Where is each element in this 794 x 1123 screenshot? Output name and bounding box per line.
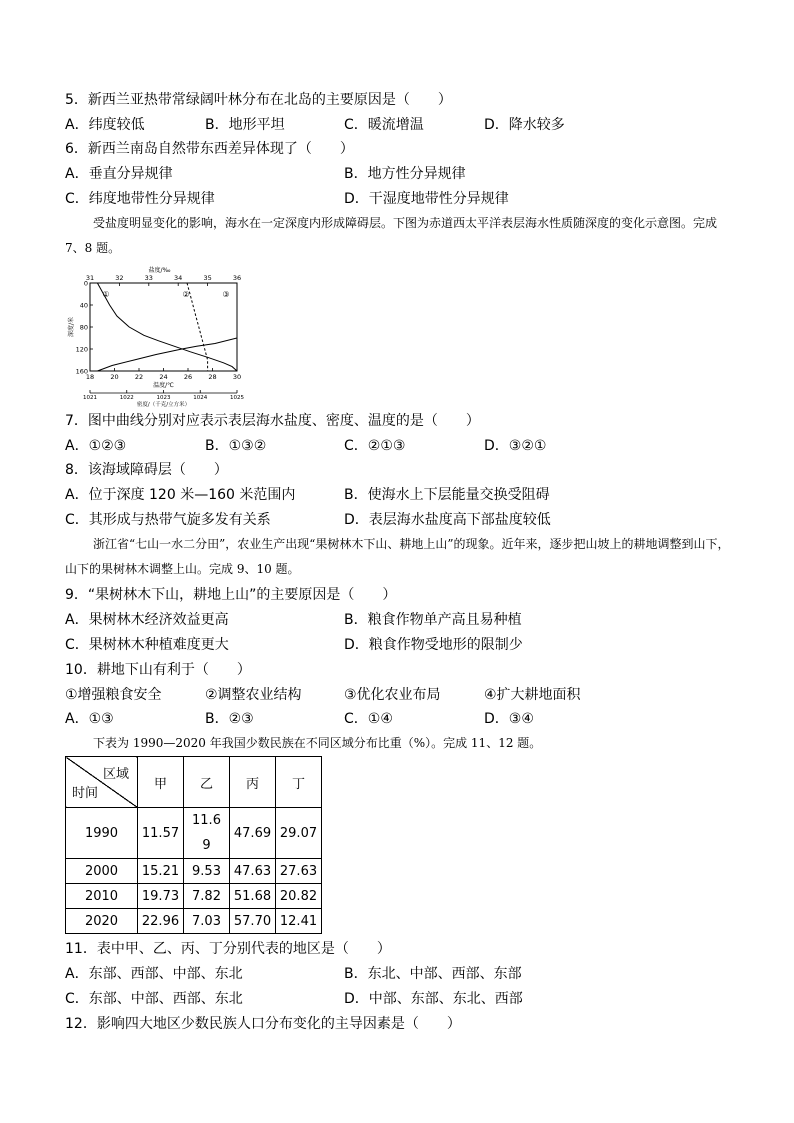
q11-option-a[interactable]: A．东部、西部、中部、东北 xyxy=(65,966,243,982)
value-cell: 29.07 xyxy=(276,808,322,859)
passage-7-8: 受盐度明显变化的影响，海水在一定深度内形成障碍层。下图为赤道西太平洋表层海水性质随深度的变化示意图。完成 7、8 题。 xyxy=(65,216,718,255)
q9-option-d[interactable]: D．粮食作物受地形的限制少 xyxy=(344,637,523,653)
depth-axis-title: 深度/米 xyxy=(68,316,75,338)
q7-option-d[interactable]: D．③②① xyxy=(484,438,547,454)
minority-distribution-table xyxy=(65,756,322,934)
temperature-tick-label: 20 xyxy=(110,373,119,381)
year-cell: 1990 xyxy=(66,808,138,859)
question-12-stem: 12．影响四大地区少数民族人口分布变化的主导因素是（ ） xyxy=(65,1016,461,1032)
depth-tick-label: 80 xyxy=(79,323,88,332)
density-tick-label: 1022 xyxy=(119,395,134,401)
year-cell: 2010 xyxy=(66,884,138,909)
table-row xyxy=(66,909,322,934)
q10-item-3: ③优化农业布局 xyxy=(344,687,441,703)
value-cell: 11.57 xyxy=(138,808,184,859)
value-cell: 11.69 xyxy=(184,808,230,859)
depth-tick-label: 0 xyxy=(83,279,88,288)
value-cell: 27.63 xyxy=(276,859,322,884)
temperature-tick-label: 24 xyxy=(159,373,168,381)
year-cell: 2020 xyxy=(66,909,138,934)
value-cell: 22.96 xyxy=(138,909,184,934)
q8-option-a[interactable]: A．位于深度 120 米—160 米范围内 xyxy=(65,487,296,503)
salinity-curve xyxy=(187,283,208,371)
q9-option-b[interactable]: B．粮食作物单产高且易种植 xyxy=(344,612,522,628)
q5-option-c[interactable]: C．暖流增温 xyxy=(344,117,424,133)
ocean-profile-chart xyxy=(68,262,245,408)
q10-option-b[interactable]: B．②③ xyxy=(205,711,254,727)
q7-option-b[interactable]: B．①③② xyxy=(205,438,267,454)
salinity-tick-label: 36 xyxy=(232,274,242,282)
density-tick-label: 1021 xyxy=(83,395,97,401)
temperature-axis-title: 温度/℃ xyxy=(153,382,174,389)
curve-label-1: ① xyxy=(102,290,110,299)
q10-item-1: ①增强粮食安全 xyxy=(65,687,162,703)
question-11-stem: 11．表中甲、乙、丙、丁分别代表的地区是（ ） xyxy=(65,941,391,957)
q9-option-c[interactable]: C．果树林木种植难度更大 xyxy=(65,637,229,653)
corner-region-label: 区域 xyxy=(102,767,129,782)
q8-option-b[interactable]: B．使海水上下层能量交换受阻碍 xyxy=(344,487,550,503)
header-yi: 乙 xyxy=(184,757,230,808)
depth-tick-label: 160 xyxy=(75,367,88,376)
temperature-curve xyxy=(97,283,237,371)
year-cell: 2000 xyxy=(66,859,138,884)
temperature-tick-label: 28 xyxy=(208,373,217,381)
curve-label-2: ② xyxy=(182,290,190,299)
q10-item-4: ④扩大耕地面积 xyxy=(484,687,581,703)
q10-option-c[interactable]: C．①④ xyxy=(344,711,393,727)
temperature-tick-label: 22 xyxy=(134,373,144,381)
density-tick-label: 1025 xyxy=(230,395,244,401)
q7-option-c[interactable]: C．②①③ xyxy=(344,438,406,454)
header-bing: 丙 xyxy=(230,757,276,808)
temperature-tick-label: 18 xyxy=(85,373,95,381)
question-5-stem: 5．新西兰亚热带常绿阔叶林分布在北岛的主要原因是（ ） xyxy=(65,92,452,108)
q10-option-d[interactable]: D．③④ xyxy=(484,711,534,727)
question-10-stem: 10．耕地下山有利于（ ） xyxy=(65,662,251,678)
density-curve xyxy=(97,283,237,371)
q11-option-d[interactable]: D．中部、东部、东北、西部 xyxy=(344,991,523,1007)
table-row xyxy=(66,808,322,859)
salinity-tick-label: 32 xyxy=(115,274,124,282)
q10-option-a[interactable]: A．①③ xyxy=(65,711,114,727)
table-corner-cell xyxy=(66,757,138,808)
q6-option-d[interactable]: D．干湿度地带性分异规律 xyxy=(344,191,509,207)
value-cell: 51.68 xyxy=(230,884,276,909)
header-jia: 甲 xyxy=(138,757,184,808)
question-8-stem: 8．该海域障碍层（ ） xyxy=(65,462,228,478)
curve-label-3: ③ xyxy=(222,290,230,299)
passage-11-12: 下表为 1990—2020 年我国少数民族在不同区域分布比重（%）。完成 11、12 题。 xyxy=(93,736,542,750)
density-tick-label: 1023 xyxy=(156,395,171,401)
plot-frame xyxy=(90,283,237,371)
q8-option-d[interactable]: D．表层海水盐度高下部盐度较低 xyxy=(344,512,551,528)
q8-option-c[interactable]: C．其形成与热带气旋多发有关系 xyxy=(65,512,271,528)
temperature-tick-label: 30 xyxy=(232,373,242,381)
value-cell: 9.53 xyxy=(184,859,230,884)
salinity-tick-label: 34 xyxy=(174,274,183,282)
value-cell: 12.41 xyxy=(276,909,322,934)
table-header-row xyxy=(66,757,322,808)
value-cell: 47.69 xyxy=(230,808,276,859)
value-cell: 7.82 xyxy=(184,884,230,909)
salinity-tick-label: 35 xyxy=(203,274,212,282)
table-row xyxy=(66,859,322,884)
value-cell: 57.70 xyxy=(230,909,276,934)
salinity-tick-label: 33 xyxy=(144,274,153,282)
q11-option-b[interactable]: B．东北、中部、西部、东部 xyxy=(344,966,522,982)
salinity-axis-title: 盐度/‰ xyxy=(148,267,171,274)
q11-option-c[interactable]: C．东部、中部、西部、东北 xyxy=(65,991,243,1007)
value-cell: 19.73 xyxy=(138,884,184,909)
q10-item-2: ②调整农业结构 xyxy=(205,687,302,703)
corner-time-label: 时间 xyxy=(72,786,99,801)
value-cell: 15.21 xyxy=(138,859,184,884)
value-cell: 20.82 xyxy=(276,884,322,909)
density-axis-title: 密度/（千克/立方米） xyxy=(136,402,191,408)
density-tick-label: 1024 xyxy=(193,395,208,401)
q5-option-b[interactable]: B．地形平坦 xyxy=(205,117,285,133)
q9-option-a[interactable]: A．果树林木经济效益更高 xyxy=(65,612,229,628)
q6-option-a[interactable]: A．垂直分异规律 xyxy=(65,166,173,182)
value-cell: 47.63 xyxy=(230,859,276,884)
q5-option-a[interactable]: A．纬度较低 xyxy=(65,117,145,133)
table-row xyxy=(66,884,322,909)
q7-option-a[interactable]: A．①②③ xyxy=(65,438,127,454)
q6-option-c[interactable]: C．纬度地带性分异规律 xyxy=(65,191,215,207)
question-6-stem: 6．新西兰南岛自然带东西差异体现了（ ） xyxy=(65,141,354,157)
question-7-stem: 7．图中曲线分别对应表示表层海水盐度、密度、温度的是（ ） xyxy=(65,413,480,429)
depth-tick-label: 120 xyxy=(75,345,88,354)
value-cell: 7.03 xyxy=(184,909,230,934)
q6-option-b[interactable]: B．地方性分异规律 xyxy=(344,166,466,182)
q5-option-d[interactable]: D．降水较多 xyxy=(484,117,565,133)
temperature-tick-label: 26 xyxy=(183,373,193,381)
passage-9-10: 浙江省“七山一水二分田”，农业生产出现“果树林木下山、耕地上山”的现象。近年来，逐步把山坡上的耕地调整到山下，山下的果树林木调整上山。完成 9、10 题。 xyxy=(65,537,730,576)
salinity-tick-label: 31 xyxy=(85,274,95,282)
header-ding: 丁 xyxy=(276,757,322,808)
question-9-stem: 9．“果树林木下山，耕地上山”的主要原因是（ ） xyxy=(65,587,397,603)
depth-tick-label: 40 xyxy=(79,301,88,310)
